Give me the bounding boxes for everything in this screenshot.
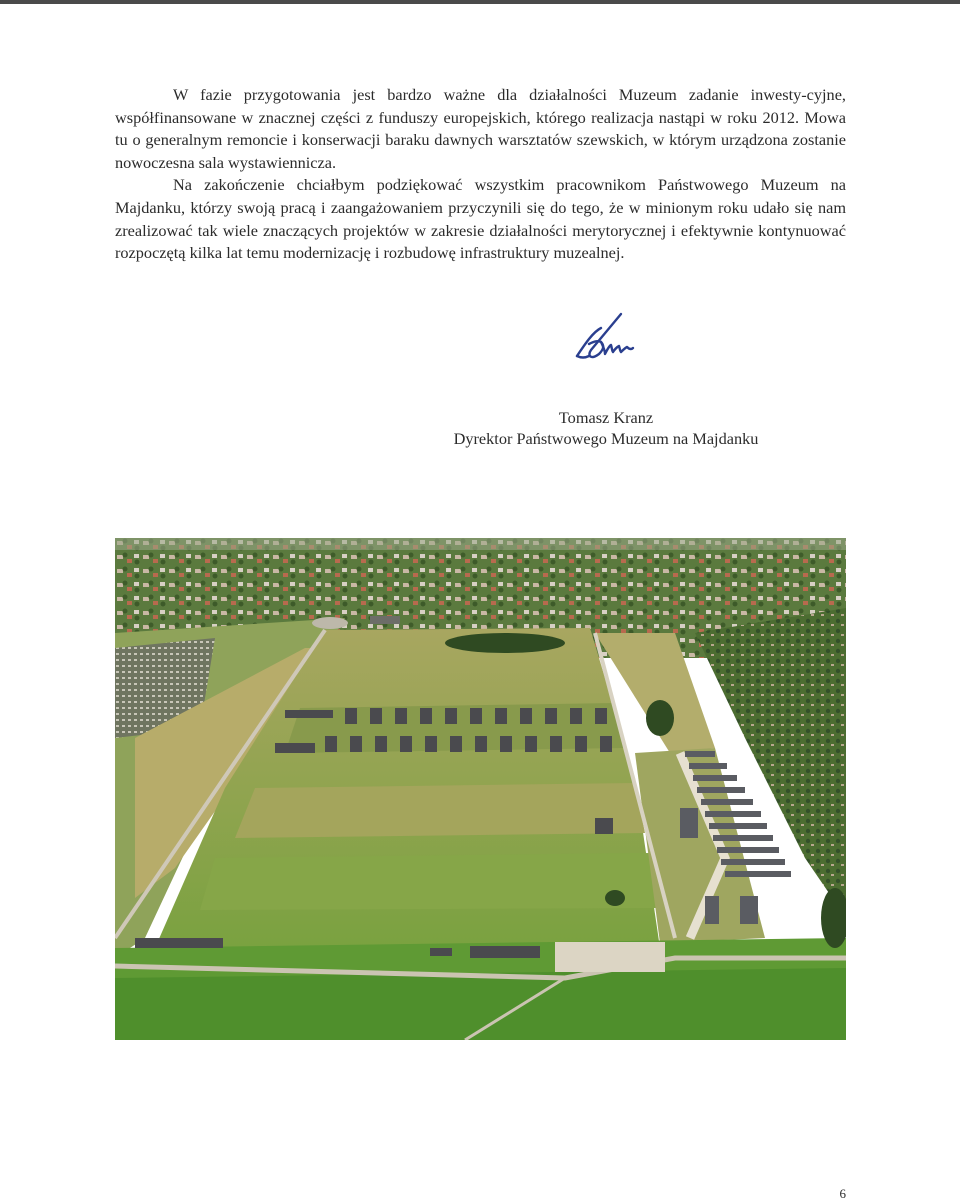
handwritten-signature [571,312,639,366]
paragraph-acknowledgement: Na zakończenie chciałbym podziękować wszystkim pracownikom Państwowego Muzeum na Majdanku, którzy swoją pracą i zaangażowaniem przyczynili się do tego, że w minionym roku udało się nam zrealizować tak wiele znaczących projektów w zakresie działalności merytorycznej i efektywnie kontynuować rozpoczętą kilka lat temu modernizację i rozbudowę infrastruktury muzealnej. [115,175,846,263]
body-text [115,84,846,265]
top-border-rule [0,0,960,4]
signatory-name: Tomasz Kranz [558,408,654,427]
aerial-photo-majdanek [115,538,846,1040]
page-number: 6 [839,1186,846,1201]
signatory-title: Dyrektor Państwowego Muzeum na Majdanku [453,429,759,448]
paragraph-investment: W fazie przygotowania jest bardzo ważne dla działalności Muzeum zadanie inwesty-cyjne, współfinansowane w znacznej części z funduszy europejskich, którego realizacja nastąpi w roku 2012. Mowa tu o generalnym remoncie i konserwacji baraku dawnych warsztatów szewskich, w którym urządzona zostanie nowoczesna sala wystawiennicza. [115,85,846,172]
